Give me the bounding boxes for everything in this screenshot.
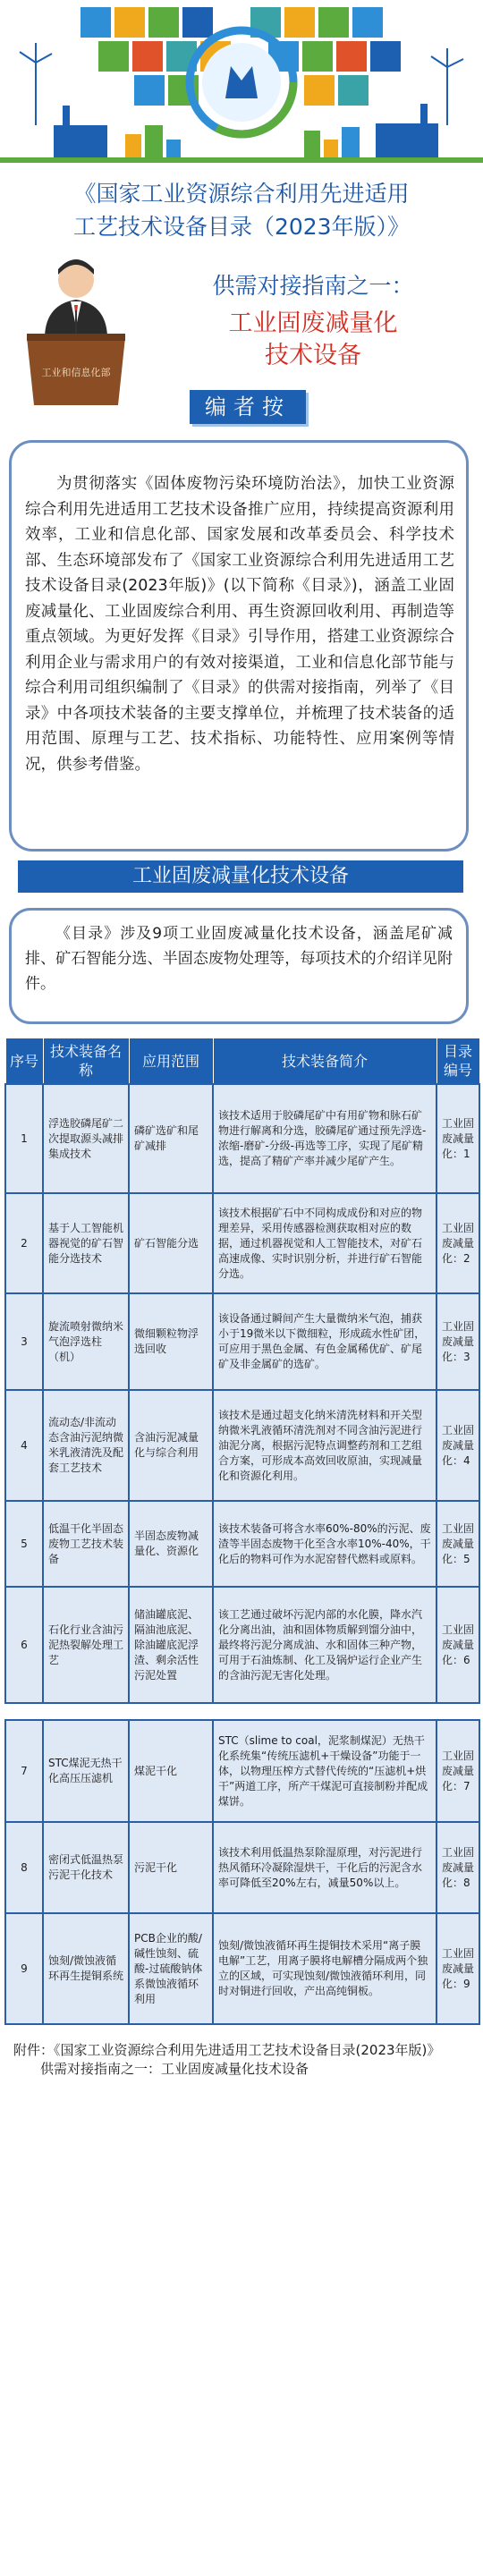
cell-index: 7	[5, 1720, 43, 1822]
guide-topic	[152, 308, 474, 372]
table-row	[5, 1913, 479, 2024]
table-row	[5, 1822, 479, 1913]
cell-index: 6	[5, 1587, 43, 1703]
table-row	[5, 1084, 479, 1193]
cell-intro: 该技术根据矿石中不同构成成份和对应的物理差异，采用传感器检测获取相对应的数据，通过机器视觉和人工智能技术，对矿石高速成像、实时识别分析，并进行矿石智能分选。	[213, 1193, 436, 1293]
cell-name: 蚀刻/微蚀液循环再生提铜系统	[43, 1913, 129, 2024]
cell-catalog-no: 工业固废减量化：2	[436, 1193, 479, 1293]
cell-index: 5	[5, 1501, 43, 1587]
table-row	[5, 1193, 479, 1293]
header-intro: 技术装备简介	[213, 1038, 436, 1085]
header-index: 序号	[5, 1038, 43, 1085]
cell-catalog-no: 工业固废减量化：1	[436, 1084, 479, 1193]
attachment-note	[13, 2041, 474, 2079]
cell-name: STC煤泥无热干化高压压滤机	[43, 1720, 129, 1822]
header-name: 技术装备名称	[43, 1038, 129, 1085]
podium-label: 工业和信息化部	[41, 368, 111, 378]
title-line-2: 工艺技术设备目录（2023年版）》	[72, 214, 411, 240]
cell-intro: 该技术是通过超支化纳米清洗材料和开关型纳微米乳液循环清洗剂对不同含油污泥进行油泥分离，根据污泥特点调整药剂和工艺组合方案，可形成本高效回收原油，实现减量化和资源化利用。	[213, 1390, 436, 1501]
cell-intro: STC（slime to coal，泥浆制煤泥）无热干化系统集“传统压滤机+干燥设备”功能于一体，以物理压榨方式替代传统的“压滤机+烘干”两道工序，所产干煤泥可直接制粉并配成煤饼。	[213, 1720, 436, 1822]
cell-name: 浮选胶磷尾矿二次提取源头减排集成技术	[43, 1084, 129, 1193]
table-row	[5, 1390, 479, 1501]
cell-intro: 该技术利用低温热泵除湿原理，对污泥进行热风循环冷凝除湿烘干，干化后的污泥含水率可降低至20%左右，减量50%以上。	[213, 1822, 436, 1913]
table-row	[5, 1720, 479, 1822]
header-banner-illustration	[0, 0, 483, 170]
intro-paragraph: 为贯彻落实《固体废物污染环境防治法》，加快工业资源综合利用先进适用工艺技术设备推广应用，持续提高资源利用效率，工业和信息化部、国家发展和改革委员会、科学技术部、生态环境部发布了《国家工业资源综合利用先进适用工艺技术设备目录(2023年版)》(以下简称《目录》)，涵盖工业固废减量化、工业固废综合利用、再生资源回收利用、再制造等重点领域。为更好发挥《目录》引导作用，搭建工业资源综合利用企业与需求用户的有效对接渠道，工业和信息化部节能与综合利用司组织编制了《目录》的供需对接指南，列举了《目录》中各项技术装备的主要支撑单位，并梳理了技术装备的适用范围、原理与工艺、技术指标、功能特性、应用案例等情况，供参考借鉴。	[25, 475, 454, 774]
cell-index: 4	[5, 1390, 43, 1501]
recycle-ring-icon	[190, 30, 293, 134]
cell-name: 旋流喷射微纳米气泡浮选柱（机）	[43, 1293, 129, 1390]
cell-intro: 该设备通过瞬间产生大量微纳米气泡，捕获小于19微米以下微细粒，形成疏水性矿团，可应用于黑色金属、有色金属稀优矿、矿尾矿及非金属矿的选矿。	[213, 1293, 436, 1390]
cell-catalog-no: 工业固废减量化：5	[436, 1501, 479, 1587]
cell-catalog-no: 工业固废减量化：8	[436, 1822, 479, 1913]
tech-table-part-2	[4, 1719, 480, 2025]
table-row	[5, 1587, 479, 1703]
cell-scope: 污泥干化	[129, 1822, 213, 1913]
cell-catalog-no: 工业固废减量化：6	[436, 1587, 479, 1703]
cell-scope: PCB企业的酸/碱性蚀刻、硫酸-过硫酸钠体系微蚀液循环利用	[129, 1913, 213, 2024]
cell-index: 9	[5, 1913, 43, 2024]
cell-scope: 储油罐底泥、隔油池底泥、除油罐底泥浮渣、剩余活性污泥处置	[129, 1587, 213, 1703]
cell-index: 3	[5, 1293, 43, 1390]
guide-topic-line-1: 工业固废减量化	[228, 309, 398, 337]
section-paragraph: 《目录》涉及9项工业固废减量化技术设备，涵盖尾矿减排、矿石智能分选、半固态废物处理等，每项技术的介绍详见附件。	[25, 925, 453, 993]
cell-index: 8	[5, 1822, 43, 1913]
attachment-note-line-2: 供需对接指南之一：工业固废减量化技术设备	[40, 2061, 309, 2077]
tech-table-part-1	[4, 1038, 480, 1704]
cell-name: 密闭式低温热泵污泥干化技术	[43, 1822, 129, 1913]
table-header-row	[5, 1038, 479, 1085]
cell-name: 流动态/非流动态含油污泥纳微米乳液清洗及配套工艺技术	[43, 1390, 129, 1501]
table-row	[5, 1293, 479, 1390]
guide-topic-line-2: 技术设备	[265, 342, 361, 369]
cell-catalog-no: 工业固废减量化：4	[436, 1390, 479, 1501]
editor-note-label: 编者按	[190, 390, 306, 424]
title-line-1: 《国家工业资源综合利用先进适用	[73, 181, 410, 207]
cell-intro: 该技术适用于胶磷尾矿中有用矿物和脉石矿物进行解离和分选，胶磷尾矿通过预先浮选-浓缩-磨矿-分级-再选等工序，实现了尾矿精选，提高了精矿产率并减少尾矿产生。	[213, 1084, 436, 1193]
cell-index: 1	[5, 1084, 43, 1193]
cell-scope: 磷矿选矿和尾矿减排	[129, 1084, 213, 1193]
cell-intro: 该技术装备可将含水率60%-80%的污泥、废渣等半固态废物干化至含水率10%-40%，干化后的物料可作为水泥窑替代燃料或原料。	[213, 1501, 436, 1587]
page-title	[18, 177, 465, 243]
cell-scope: 含油污泥减量化与综合利用	[129, 1390, 213, 1501]
cell-scope: 微细颗粒物浮选回收	[129, 1293, 213, 1390]
cell-intro: 该工艺通过破坏污泥内部的水化膜，降水汽化分离出油，油和固体物质解到馏分油中，最终将污泥分离成油、水和固体三种产物，可用于石油炼制、化工及锅炉运行企业产生的含油污泥无害化处理。	[213, 1587, 436, 1703]
cell-index: 2	[5, 1193, 43, 1293]
header-catalog-no: 目录编号	[436, 1038, 479, 1085]
cell-scope: 矿石智能分选	[129, 1193, 213, 1293]
cell-scope: 半固态废物减量化、资源化	[129, 1501, 213, 1587]
table-row	[5, 1501, 479, 1587]
cell-name: 基于人工智能机器视觉的矿石智能分选技术	[43, 1193, 129, 1293]
speaker-at-podium-illustration	[9, 255, 143, 407]
cell-name: 石化行业含油污泥热裂解处理工艺	[43, 1587, 129, 1703]
attachment-note-line-1: 附件：《国家工业资源综合利用先进适用工艺技术设备目录(2023年版)》	[13, 2042, 441, 2058]
section-title: 工业固废减量化技术设备	[18, 860, 463, 893]
cell-intro: 蚀刻/微蚀液循环再生提铜技术采用“离子膜电解”工艺，用离子膜将电解槽分隔成两个独立的区域，可实现蚀刻/微蚀液循环利用，同时对铜进行回收，产出高纯铜板。	[213, 1913, 436, 2024]
guide-subtitle: 供需对接指南之一：	[212, 273, 414, 299]
header-scope: 应用范围	[129, 1038, 213, 1085]
cell-name: 低温干化半固态废物工艺技术装备	[43, 1501, 129, 1587]
cell-catalog-no: 工业固废减量化：7	[436, 1720, 479, 1822]
cell-scope: 煤泥干化	[129, 1720, 213, 1822]
cell-catalog-no: 工业固废减量化：3	[436, 1293, 479, 1390]
cell-catalog-no: 工业固废减量化：9	[436, 1913, 479, 2024]
